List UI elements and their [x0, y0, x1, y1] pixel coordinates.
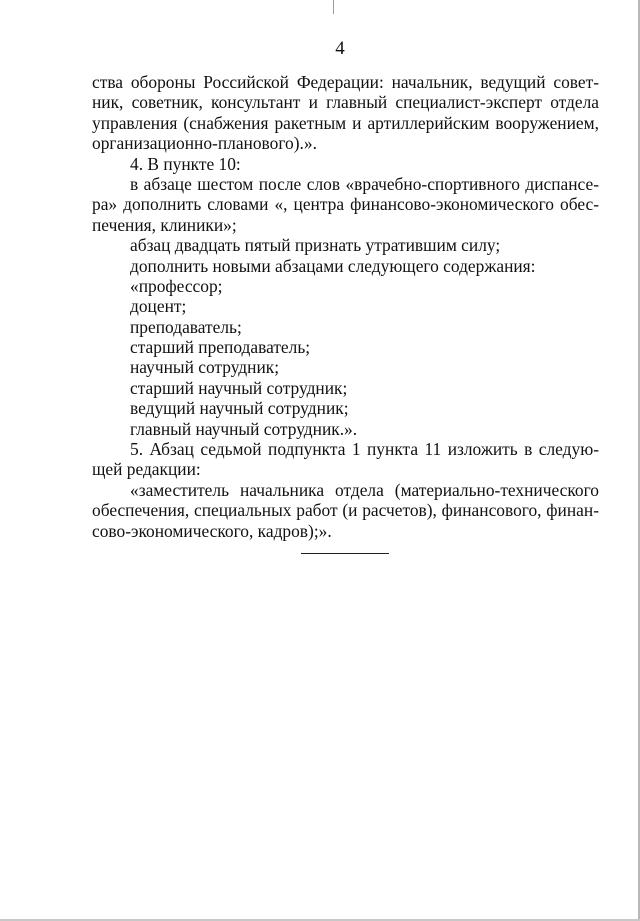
text-line: организационно-планового).». — [92, 133, 317, 154]
list-item: преподаватель; — [130, 316, 242, 337]
text-line: в абзаце шестом после слов «врачебно-спортивного диспансе- — [130, 173, 599, 194]
text-line: управления (снабжения ракетным и артиллерийским вооружением, — [92, 112, 599, 133]
text-line: ства обороны Российской Федерации: начальник, ведущий совет- — [92, 72, 599, 92]
list-item: старший научный сотрудник; — [130, 377, 348, 398]
text-line: сово-экономического, кадров);». — [92, 520, 332, 541]
text-line: ник, советник, консультант и главный специалист-эксперт отдела — [92, 92, 599, 113]
text-line: «заместитель начальника отдела (материально-технического — [130, 479, 599, 500]
section-heading: 4. В пункте 10: — [130, 153, 241, 174]
text-line: обеспечения, специальных работ (и расчетов), финансового, финан- — [92, 500, 599, 521]
end-divider — [301, 553, 389, 554]
list-item: «профессор; — [130, 275, 223, 296]
list-item: научный сотрудник; — [130, 357, 280, 378]
text-line: абзац двадцать пятый признать утратившим силу; — [130, 235, 501, 256]
text-line: печения, клиники»; — [92, 214, 237, 235]
scan-mark — [333, 0, 334, 14]
document-body — [92, 72, 599, 541]
section-heading: 5. Абзац седьмой подпункта 1 пункта 11 изложить в следую- — [130, 439, 599, 460]
list-item: ведущий научный сотрудник; — [130, 398, 349, 419]
text-line: ра» дополнить словами «, центра финансово-экономического обес- — [92, 194, 599, 215]
page-number: 4 — [335, 38, 345, 59]
list-item: доцент; — [130, 296, 187, 317]
text-line: щей редакции: — [92, 459, 201, 480]
text-line: дополнить новыми абзацами следующего содержания: — [130, 255, 536, 276]
list-item: главный научный сотрудник.». — [130, 418, 358, 439]
list-item: старший преподаватель; — [130, 337, 311, 358]
